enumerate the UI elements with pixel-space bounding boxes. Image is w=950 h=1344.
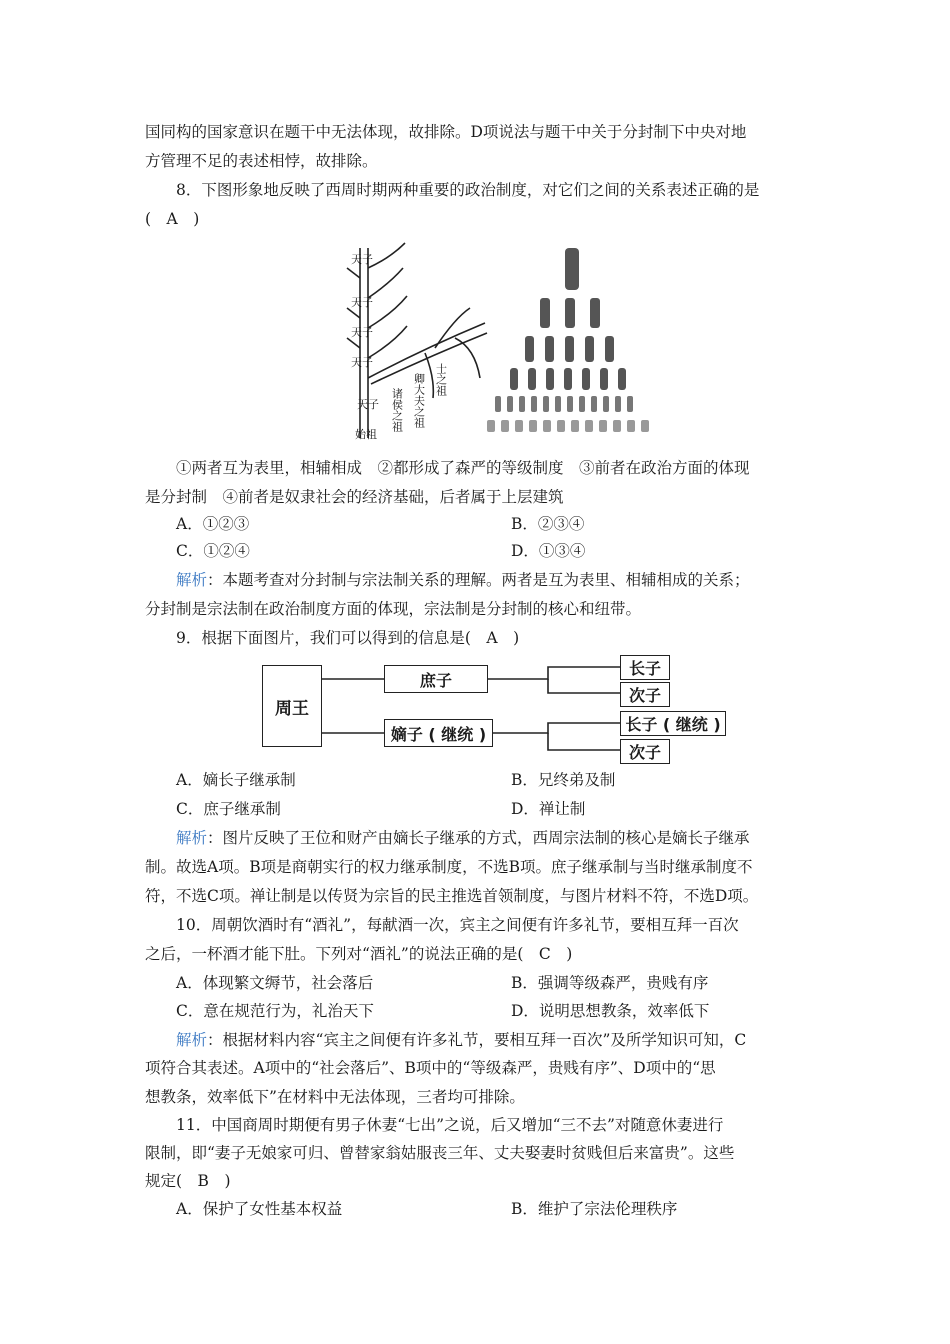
analysis-label: 解析	[176, 1031, 208, 1049]
analysis-10: 项符合其表述。A项中的“社会落后”、B项中的“等级森严，贵贱有序”、D项中的“思	[145, 1059, 716, 1077]
option-c: C．意在规范行为，礼治天下	[176, 1002, 374, 1020]
question-11-stem: 限制，即“妻子无娘家可归、曾替家翁姑服丧三年、丈夫娶妻时贫贱但后来富贵”。这些	[145, 1144, 735, 1162]
question-10-stem: 10．周朝饮酒时有“酒礼”，每献酒一次，宾主之间便有许多礼节，要相互拜一百次	[176, 916, 739, 934]
analysis-10	[176, 1029, 746, 1051]
shuzi-box: 庶子	[384, 665, 488, 693]
tree-label-qingdafu: 卿大夫之祖	[412, 373, 426, 428]
hierarchy-pyramid	[510, 248, 626, 390]
question-8-stem: 8．下图形象地反映了西周时期两种重要的政治制度，对它们之间的关系表述正确的是	[176, 181, 760, 199]
option-b: B．兄终弟及制	[511, 771, 616, 789]
tree-label-shizu: 始祖	[355, 428, 377, 441]
analysis-10: 想教条，效率低下”在材料中无法体现，三者均可排除。	[145, 1088, 525, 1106]
dizi-box: 嫡子 ( 继统 )	[384, 719, 493, 747]
analysis-8	[176, 569, 750, 591]
question-11-stem: 规定( B )	[145, 1172, 231, 1190]
tree-label-tianzi: 天子	[351, 326, 373, 339]
question-8-statements: ①两者互为表里，相辅相成 ②都形成了森严的等级制度 ③前者在政治方面的体现	[176, 459, 750, 477]
option-b: B．②③④	[511, 515, 585, 533]
tree-label-zhuhou: 诸侯之祖	[390, 388, 404, 432]
option-b: B．维护了宗法伦理秩序	[511, 1200, 678, 1218]
analysis-9: 制。故选A项。B项是商朝实行的权力继承制度，不选B项。庶子继承制与当时继承制度不	[145, 858, 753, 876]
analysis-8: 分封制是宗法制在政治制度方面的体现，宗法制是分封制的核心和纽带。	[145, 600, 642, 618]
zhouwang-box: 周王	[262, 665, 322, 747]
analysis-text: ：根据材料内容“宾主之间便有许多礼节，要相互拜一百次”及所学知识可知，C	[207, 1031, 747, 1049]
tree-label-tianzi: 天子	[351, 253, 373, 266]
cizi-box: 次子	[620, 739, 670, 764]
question-8-statements: 是分封制 ④前者是奴隶社会的经济基础，后者属于上层建筑	[145, 488, 564, 506]
analysis-text: ：本题考查对分封制与宗法制关系的理解。两者是互为表里、相辅相成的关系；	[207, 571, 750, 589]
tree-label-shi: 士之祖	[434, 363, 448, 396]
text-line: 国同构的国家意识在题干中无法体现，故排除。D项说法与题干中关于分封制下中央对地	[145, 123, 747, 141]
lineage-diagram	[262, 655, 730, 767]
text-line: 方管理不足的表述相悖，故排除。	[145, 152, 378, 170]
option-a: A．①②③	[176, 515, 250, 533]
option-a: A．保护了女性基本权益	[176, 1200, 343, 1218]
tree-label-tianzi: 天子	[357, 398, 379, 411]
option-a: A．嫡长子继承制	[176, 771, 296, 789]
tree-label-tianzi: 天子	[351, 296, 373, 309]
option-b: B．强调等级森严，贵贱有序	[511, 974, 709, 992]
option-d: D．禅让制	[511, 800, 586, 818]
analysis-9	[176, 827, 750, 849]
option-c: C．庶子继承制	[176, 800, 281, 818]
question-9-stem: 9．根据下面图片，我们可以得到的信息是( A )	[176, 629, 520, 647]
option-d: D．说明思想教条，效率低下	[511, 1002, 710, 1020]
clan-tree-figure	[335, 238, 665, 443]
zhangzi-box: 长子	[620, 655, 670, 680]
tree-label-tianzi: 天子	[351, 356, 373, 369]
analysis-label: 解析	[176, 829, 208, 847]
analysis-label: 解析	[176, 571, 208, 589]
zhangzi-jitong-box: 长子 ( 继统 )	[620, 711, 726, 736]
analysis-text: ：图片反映了王位和财产由嫡长子继承的方式，西周宗法制的核心是嫡长子继承	[207, 829, 750, 847]
option-a: A．体现繁文缛节，社会落后	[176, 974, 374, 992]
analysis-9: 符，不选C项。禅让制是以传贤为宗旨的民主推选首领制度，与图片材料不符，不选D项。	[145, 887, 759, 905]
option-d: D．①③④	[511, 542, 586, 560]
question-10-stem: 之后，一杯酒才能下肚。下列对“酒礼”的说法正确的是( C )	[145, 945, 573, 963]
question-8-answer: ( A )	[145, 210, 200, 228]
question-11-stem: 11．中国商周时期便有男子休妻“七出”之说，后又增加“三不去”对随意休妻进行	[176, 1116, 724, 1134]
cizi-box: 次子	[620, 682, 670, 707]
option-c: C．①②④	[176, 542, 250, 560]
